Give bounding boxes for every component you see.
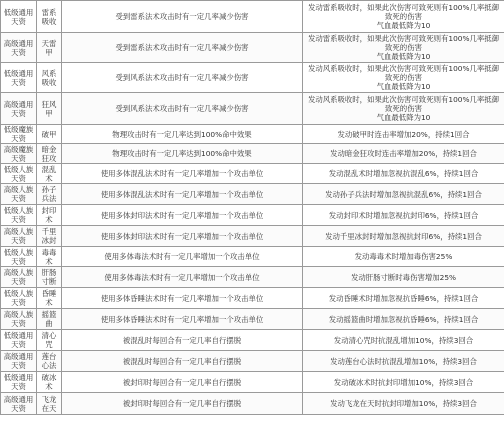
skill-name-cell: 封印术 <box>37 205 62 226</box>
skill-effect-cell <box>303 226 504 247</box>
skill-name-cell: 破甲 <box>37 125 62 144</box>
skill-description-cell: 使用多体毒法术时有一定几率增加一个攻击单位 <box>62 247 303 267</box>
talent-class-cell: 低级人族天资 <box>1 164 37 184</box>
skill-name-cell: 清心咒 <box>37 330 62 351</box>
skill-effect-line: 发动昏睡术时增加忽视抗昏睡6%，持续1回合 <box>328 293 479 303</box>
table-row <box>1 63 504 93</box>
skill-name-cell: 狂风甲 <box>37 93 62 125</box>
talent-class-cell: 低级通用天资 <box>1 1 37 33</box>
skill-description-cell: 使用多体混乱法术时有一定几率增加一个攻击单位 <box>62 184 303 205</box>
skill-effect-line: 发动千里冰封时增加忽视抗封印6%，持续1回合 <box>325 231 482 241</box>
skill-effect-line: 发动封印术时增加忽视抗封印6%，持续1回合 <box>328 210 479 220</box>
skill-name-cell: 莲台心法 <box>37 351 62 372</box>
skill-effect-line: 发动风系吸收时，如果此次伤害可致死则有100%几率抵御致死的伤害 <box>307 95 500 113</box>
skill-description-cell: 使用多体毒法术时有一定几率增加一个攻击单位 <box>62 267 303 288</box>
table-row <box>1 184 504 205</box>
skill-description-cell: 受到风系法术攻击时有一定几率减少伤害 <box>62 63 303 93</box>
skill-effect-cell <box>303 164 504 184</box>
skill-description-cell: 受到风系法术攻击时有一定几率减少伤害 <box>62 93 303 125</box>
table-row <box>1 226 504 247</box>
table-row <box>1 125 504 144</box>
skill-name-cell: 雷系吸收 <box>37 1 62 33</box>
skill-effect-line: 气血最低降为10 <box>376 113 431 122</box>
skill-effect-cell <box>303 1 504 33</box>
skill-effect-line: 发动混乱术时增加忽视抗混乱6%，持续1回合 <box>328 169 479 178</box>
talent-class-cell: 低级通用天资 <box>1 372 37 393</box>
skill-effect-cell <box>303 205 504 226</box>
skill-effect-cell <box>303 184 504 205</box>
skill-effect-line: 发动飞龙在天时抗封印增加10%，持续3回合 <box>330 399 477 408</box>
skill-effect-cell <box>303 372 504 393</box>
skill-effect-cell <box>303 267 504 288</box>
skill-description-cell: 使用多体封印法术时有一定几率增加一个攻击单位 <box>62 205 303 226</box>
skill-name-cell: 毒毒术 <box>37 247 62 267</box>
table-row <box>1 33 504 63</box>
talent-class-cell: 低级通用天资 <box>1 63 37 93</box>
table-row <box>1 1 504 33</box>
skill-description-cell: 物理攻击时有一定几率达到100%命中效果 <box>62 125 303 144</box>
talent-class-cell: 高级通用天资 <box>1 393 37 415</box>
talent-class-cell: 高级通用天资 <box>1 93 37 125</box>
skill-effect-line: 发动莲台心法时抗混乱增加10%，持续3回合 <box>330 356 477 366</box>
table-row <box>1 205 504 226</box>
skill-description-cell: 使用多体昏睡法术时有一定几率增加一个攻击单位 <box>62 309 303 330</box>
talent-class-cell: 低级人族天资 <box>1 205 37 226</box>
skill-effect-line: 气血最低降为10 <box>376 21 431 30</box>
skill-effect-line: 发动破甲时连击率增加20%，持续1回合 <box>337 129 470 139</box>
table-row <box>1 267 504 288</box>
skill-effect-line: 发动摇篮曲时增加忽视抗昏睡6%，持续1回合 <box>328 314 479 324</box>
skill-effect-line: 气血最低降为10 <box>376 82 431 91</box>
skill-name-cell: 孙子兵法 <box>37 184 62 205</box>
table-row <box>1 393 504 415</box>
talent-table-body <box>1 1 504 415</box>
skill-effect-cell <box>303 33 504 63</box>
skill-description-cell: 使用多体昏睡法术时有一定几率增加一个攻击单位 <box>62 288 303 309</box>
skill-description-cell: 使用多体混乱法术时有一定几率增加一个攻击单位 <box>62 164 303 184</box>
skill-name-cell: 风系吸收 <box>37 63 62 93</box>
skill-description-cell: 受到雷系法术攻击时有一定几率减少伤害 <box>62 33 303 63</box>
skill-effect-cell <box>303 144 504 164</box>
skill-description-cell: 被混乱时每回合有一定几率自行摆脱 <box>62 351 303 372</box>
skill-name-cell: 混乱术 <box>37 164 62 184</box>
table-row <box>1 309 504 330</box>
talent-class-cell: 高级人族天资 <box>1 226 37 247</box>
table-row <box>1 372 504 393</box>
talent-class-cell: 低级通用天资 <box>1 330 37 351</box>
skill-name-cell: 天雷甲 <box>37 33 62 63</box>
talent-class-cell: 高级人族天资 <box>1 267 37 288</box>
skill-effect-cell <box>303 125 504 144</box>
skill-effect-cell <box>303 330 504 351</box>
skill-effect-cell <box>303 247 504 267</box>
skill-effect-cell <box>303 309 504 330</box>
skill-name-cell: 千里冰封 <box>37 226 62 247</box>
skill-effect-cell <box>303 351 504 372</box>
talent-class-cell: 高级魔族天资 <box>1 144 37 164</box>
skill-name-cell: 暗金狂攻 <box>37 144 62 164</box>
skill-effect-line: 发动毒毒术时增加毒伤害25% <box>354 252 453 261</box>
table-row <box>1 288 504 309</box>
skill-description-cell: 使用多体封印法术时有一定几率增加一个攻击单位 <box>62 226 303 247</box>
skill-effect-cell <box>303 393 504 415</box>
skill-effect-cell <box>303 288 504 309</box>
skill-effect-line: 发动清心咒时抗混乱增加10%，持续3回合 <box>333 335 474 345</box>
skill-effect-line: 发动风系吸收时，如果此次伤害可致死则有100%几率抵御致死的伤害 <box>307 64 500 82</box>
skill-description-cell: 被封印时每回合有一定几率自行摆脱 <box>62 393 303 415</box>
skill-description-cell: 被封印时每回合有一定几率自行摆脱 <box>62 372 303 393</box>
skill-name-cell: 肝肠寸断 <box>37 267 62 288</box>
skill-description-cell: 受到雷系法术攻击时有一定几率减少伤害 <box>62 1 303 33</box>
skill-effect-line: 气血最低降为10 <box>376 52 431 61</box>
talent-class-cell: 高级通用天资 <box>1 33 37 63</box>
skill-effect-line: 发动孙子兵法时增加忽视抗混乱6%，持续1回合 <box>325 189 482 199</box>
table-row <box>1 351 504 372</box>
skill-name-cell: 摇篮曲 <box>37 309 62 330</box>
talent-class-cell: 低级人族天资 <box>1 288 37 309</box>
skill-name-cell: 飞龙在天 <box>37 393 62 415</box>
skill-description-cell: 被混乱时每回合有一定几率自行摆脱 <box>62 330 303 351</box>
table-row <box>1 330 504 351</box>
skill-effect-line: 发动雷系吸收时，如果此次伤害可致死则有100%几率抵御致死的伤害 <box>307 34 500 52</box>
talent-class-cell: 低级人族天资 <box>1 247 37 267</box>
skill-effect-cell <box>303 93 504 125</box>
skill-effect-line: 发动破冰术时抗封印增加10%，持续3回合 <box>333 377 474 387</box>
talent-class-cell: 低级魔族天资 <box>1 125 37 144</box>
skill-effect-line: 发动暗金狂攻时连击率增加20%，持续1回合 <box>330 149 477 158</box>
skill-effect-line: 发动肝肠寸断时毒伤害增加25% <box>350 272 457 282</box>
table-row <box>1 247 504 267</box>
talent-class-cell: 高级人族天资 <box>1 309 37 330</box>
skill-name-cell: 昏睡术 <box>37 288 62 309</box>
skill-description-cell: 物理攻击时有一定几率达到100%命中效果 <box>62 144 303 164</box>
table-row <box>1 164 504 184</box>
skill-effect-cell <box>303 63 504 93</box>
skill-name-cell: 破冰术 <box>37 372 62 393</box>
talent-class-cell: 高级人族天资 <box>1 184 37 205</box>
talent-class-cell: 高级通用天资 <box>1 351 37 372</box>
table-row <box>1 93 504 125</box>
table-row <box>1 144 504 164</box>
skill-effect-line: 发动雷系吸收时，如果此次伤害可致死则有100%几率抵御致死的伤害 <box>307 3 500 21</box>
